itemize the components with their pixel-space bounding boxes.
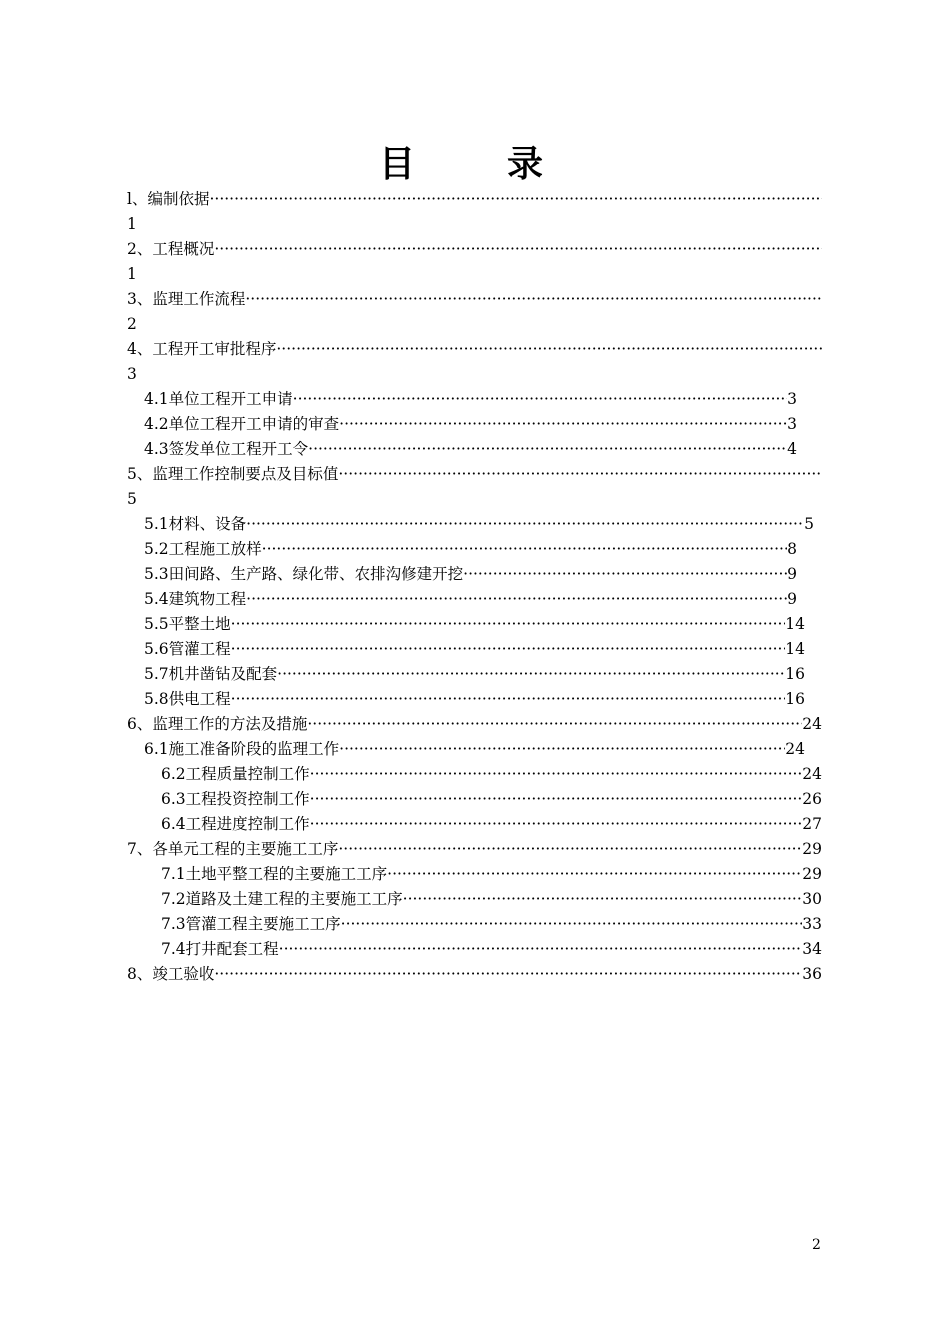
toc-label: 6.3工程投资控制工作	[161, 790, 310, 808]
toc-leader	[403, 887, 803, 912]
toc-page-number: 3	[787, 415, 797, 433]
toc-entry-6-3[interactable]	[161, 787, 822, 812]
toc-page-number: 26	[802, 790, 822, 808]
toc-page-number: 33	[802, 915, 822, 933]
toc-label: 5.4建筑物工程	[144, 590, 247, 608]
toc-entry-4[interactable]	[127, 337, 822, 362]
toc-leader	[338, 837, 802, 862]
toc-page-number: 1	[127, 265, 137, 283]
toc-entry-5-4[interactable]	[144, 587, 797, 612]
toc-label: 5.1材料、设备	[144, 515, 247, 533]
toc-entry-4-1[interactable]	[144, 387, 797, 412]
toc-leader	[245, 287, 822, 312]
toc-leader	[308, 437, 787, 462]
toc-label: 7.3管灌工程主要施工工序	[161, 915, 341, 933]
toc-label: 6.4工程进度控制工作	[161, 815, 310, 833]
toc-leader	[231, 687, 786, 712]
toc-leader	[338, 462, 822, 487]
toc-page-number: 24	[802, 765, 822, 783]
toc-leader	[310, 762, 803, 787]
toc-leader	[246, 587, 787, 612]
toc-leader	[231, 637, 786, 662]
toc-label: 7.2道路及土建工程的主要施工工序	[161, 890, 403, 908]
toc-leader	[231, 612, 786, 637]
toc-entry-5-7[interactable]	[144, 662, 805, 687]
toc-leader	[277, 662, 785, 687]
toc-entry-7-1[interactable]	[161, 862, 822, 887]
toc-entry-5-6[interactable]	[144, 637, 805, 662]
toc-entry-4-3[interactable]	[144, 437, 797, 462]
toc-entry-6[interactable]	[127, 712, 822, 737]
toc-label: 5.7机井凿钻及配套	[144, 665, 278, 683]
toc-entry-7[interactable]	[127, 837, 822, 862]
toc-page-number: 27	[802, 815, 822, 833]
toc-entry-4-2[interactable]	[144, 412, 797, 437]
toc-label: 4.1单位工程开工申请	[144, 390, 293, 408]
toc-entry-6-1[interactable]	[144, 737, 805, 762]
toc-label: 8、竣工验收	[127, 965, 215, 983]
toc-page-number: 1	[127, 215, 137, 233]
toc-leader	[246, 512, 804, 537]
toc-page-number: 24	[802, 715, 822, 733]
toc-label: 5.2工程施工放样	[144, 540, 262, 558]
toc-label: 7.4打井配套工程	[161, 940, 279, 958]
toc-label: 4.2单位工程开工申请的审查	[144, 415, 340, 433]
toc-entry-8[interactable]	[127, 962, 822, 987]
toc-label: 4.3签发单位工程开工令	[144, 440, 309, 458]
toc-label: 5.6管灌工程	[144, 640, 231, 658]
toc-entry-7-4[interactable]	[161, 937, 822, 962]
toc-label: 6、监理工作的方法及措施	[127, 715, 308, 733]
toc-label: 7.1土地平整工程的主要施工工序	[161, 865, 388, 883]
toc-entry-5-3[interactable]	[144, 562, 797, 587]
toc-entry-6-4[interactable]	[161, 812, 822, 837]
toc-entry-5[interactable]	[127, 462, 822, 487]
toc-label: 5.5平整土地	[144, 615, 231, 633]
toc-label: 5.3田间路、生产路、绿化带、农排沟修建开挖	[144, 565, 464, 583]
toc-entry-7-3[interactable]	[161, 912, 822, 937]
toc-leader	[214, 962, 802, 987]
toc-page-number: 4	[787, 440, 797, 458]
toc-entry-2[interactable]	[127, 237, 822, 262]
toc-leader	[262, 537, 787, 562]
toc-label: 5.8供电工程	[144, 690, 231, 708]
page-title: 目 录	[378, 143, 571, 185]
toc-leader	[293, 387, 787, 412]
toc-label: 4、工程开工审批程序	[127, 340, 277, 358]
toc-page-number: 16	[785, 665, 805, 683]
toc-label: l、编制依据	[127, 190, 210, 208]
toc-page-number: 3	[127, 365, 137, 383]
toc-page-number: 2	[127, 315, 137, 333]
toc-leader	[341, 912, 803, 937]
toc-page-number: 24	[785, 740, 805, 758]
toc-leader	[310, 812, 803, 837]
toc-entry-5-8[interactable]	[144, 687, 805, 712]
toc-page-number: 34	[802, 940, 822, 958]
page-number-footer: 2	[812, 1237, 821, 1253]
toc-page-number: 9	[787, 590, 797, 608]
toc-entry-6-2[interactable]	[161, 762, 822, 787]
toc-page-number: 8	[787, 540, 797, 558]
toc-page-number: 29	[802, 840, 822, 858]
toc-page-number: 14	[785, 640, 805, 658]
toc-page-number: 14	[785, 615, 805, 633]
toc-leader	[387, 862, 802, 887]
toc-page-number: 9	[787, 565, 797, 583]
toc-entry-1[interactable]	[127, 187, 822, 212]
toc-leader	[209, 187, 822, 212]
toc-label: 5、监理工作控制要点及目标值	[127, 465, 339, 483]
toc-label: 2、工程概况	[127, 240, 215, 258]
toc-page-number: 16	[785, 690, 805, 708]
toc-entry-5-5[interactable]	[144, 612, 805, 637]
toc-page-number: 36	[802, 965, 822, 983]
toc-leader	[276, 337, 822, 362]
toc-label: 3、监理工作流程	[127, 290, 246, 308]
toc-entry-5-1[interactable]	[144, 512, 814, 537]
toc-leader	[463, 562, 787, 587]
toc-page-number: 30	[802, 890, 822, 908]
toc-page-number: 3	[787, 390, 797, 408]
toc-entry-5-2[interactable]	[144, 537, 797, 562]
toc-leader	[339, 737, 785, 762]
toc-leader	[339, 412, 787, 437]
toc-label: 6.1施工准备阶段的监理工作	[144, 740, 340, 758]
toc-entry-7-2[interactable]	[161, 887, 822, 912]
toc-page-number: 5	[804, 515, 814, 533]
toc-leader	[307, 712, 802, 737]
toc-page-number: 5	[127, 490, 137, 508]
toc-label: 7、各单元工程的主要施工工序	[127, 840, 339, 858]
toc-leader	[279, 937, 803, 962]
toc-label: 6.2工程质量控制工作	[161, 765, 310, 783]
toc-entry-3[interactable]	[127, 287, 822, 312]
toc-leader	[214, 237, 822, 262]
toc-leader	[310, 787, 803, 812]
toc-page-number: 29	[802, 865, 822, 883]
